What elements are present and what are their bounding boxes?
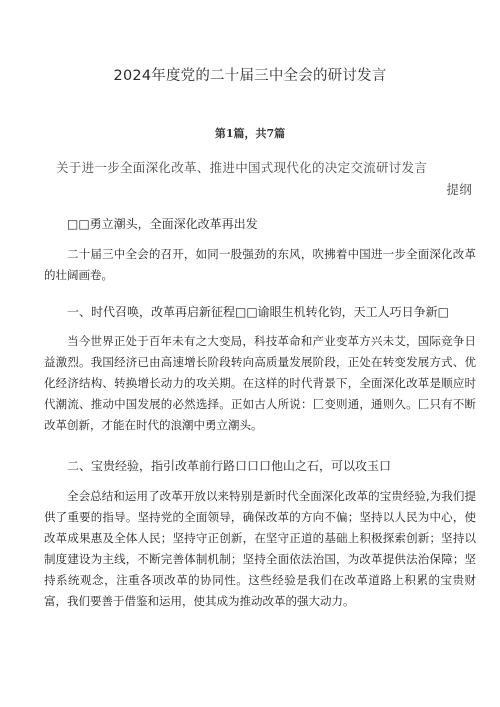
- paragraph-intro: 二十届三中全会的召开，如同一股强劲的东风，吹拂着中国进一步全面深化改革的壮阔画卷。: [44, 247, 476, 282]
- heading-section-2: 二、宝贵经验，指引改革前行路口口口他山之石，可以攻玉口: [67, 459, 392, 473]
- document-subtitle: [56, 157, 472, 201]
- part-label: 第1篇，共7篇: [214, 127, 286, 140]
- paragraph-section-2: 全会总结和运用了改革开放以来特别是新时代全面深化改革的宝贵经验,为我们提供了重要的指导。坚持党的全面领导，确保改革的方向不偏；坚持以人民为中心，使改革成果惠及全体人民；坚持守正创新，在坚守正道的基础上积极探索创新；坚持以制度建设为主线，不断完善体制机制；坚持全面依法治国，为改革提供法治保障；坚持系统观念，注重各项改革的协同性。这些经验是我们在改革道路上积累的宝贵财富，我们要善于借鉴和运用，使其成为推动改革的强大动力。: [44, 489, 476, 608]
- subtitle-line-1: 关于进一步全面深化改革、推进中国式现代化的决定交流研讨发言: [56, 160, 428, 175]
- heading-section-1: 一、时代召唤，改革再启新征程□□谕眼生机转化钧，天工人巧日争新□: [67, 305, 450, 319]
- subtitle-line-2: 提纲: [446, 182, 472, 197]
- heading-intro: □□勇立潮头，全面深化改革再出发: [67, 217, 258, 231]
- document-title: 2024年度党的二十届三中全会的研讨发言: [113, 68, 387, 84]
- paragraph-section-1: 当今世界正处于百年未有之大变局，科技革命和产业变革方兴未艾，国际竞争日益激烈。我国经济已由高速增长阶段转向高质量发展阶段，正处在转变发展方式、优化经济结构、转换增长动力的攻关期。在这样的时代背景下，全面深化改革是顺应时代潮流、推动中国发展的必然选择。正如古人所说：匚变则通，通则久。匚只有不断改革创新，才能在时代的浪潮中勇立潮头。: [44, 334, 476, 432]
